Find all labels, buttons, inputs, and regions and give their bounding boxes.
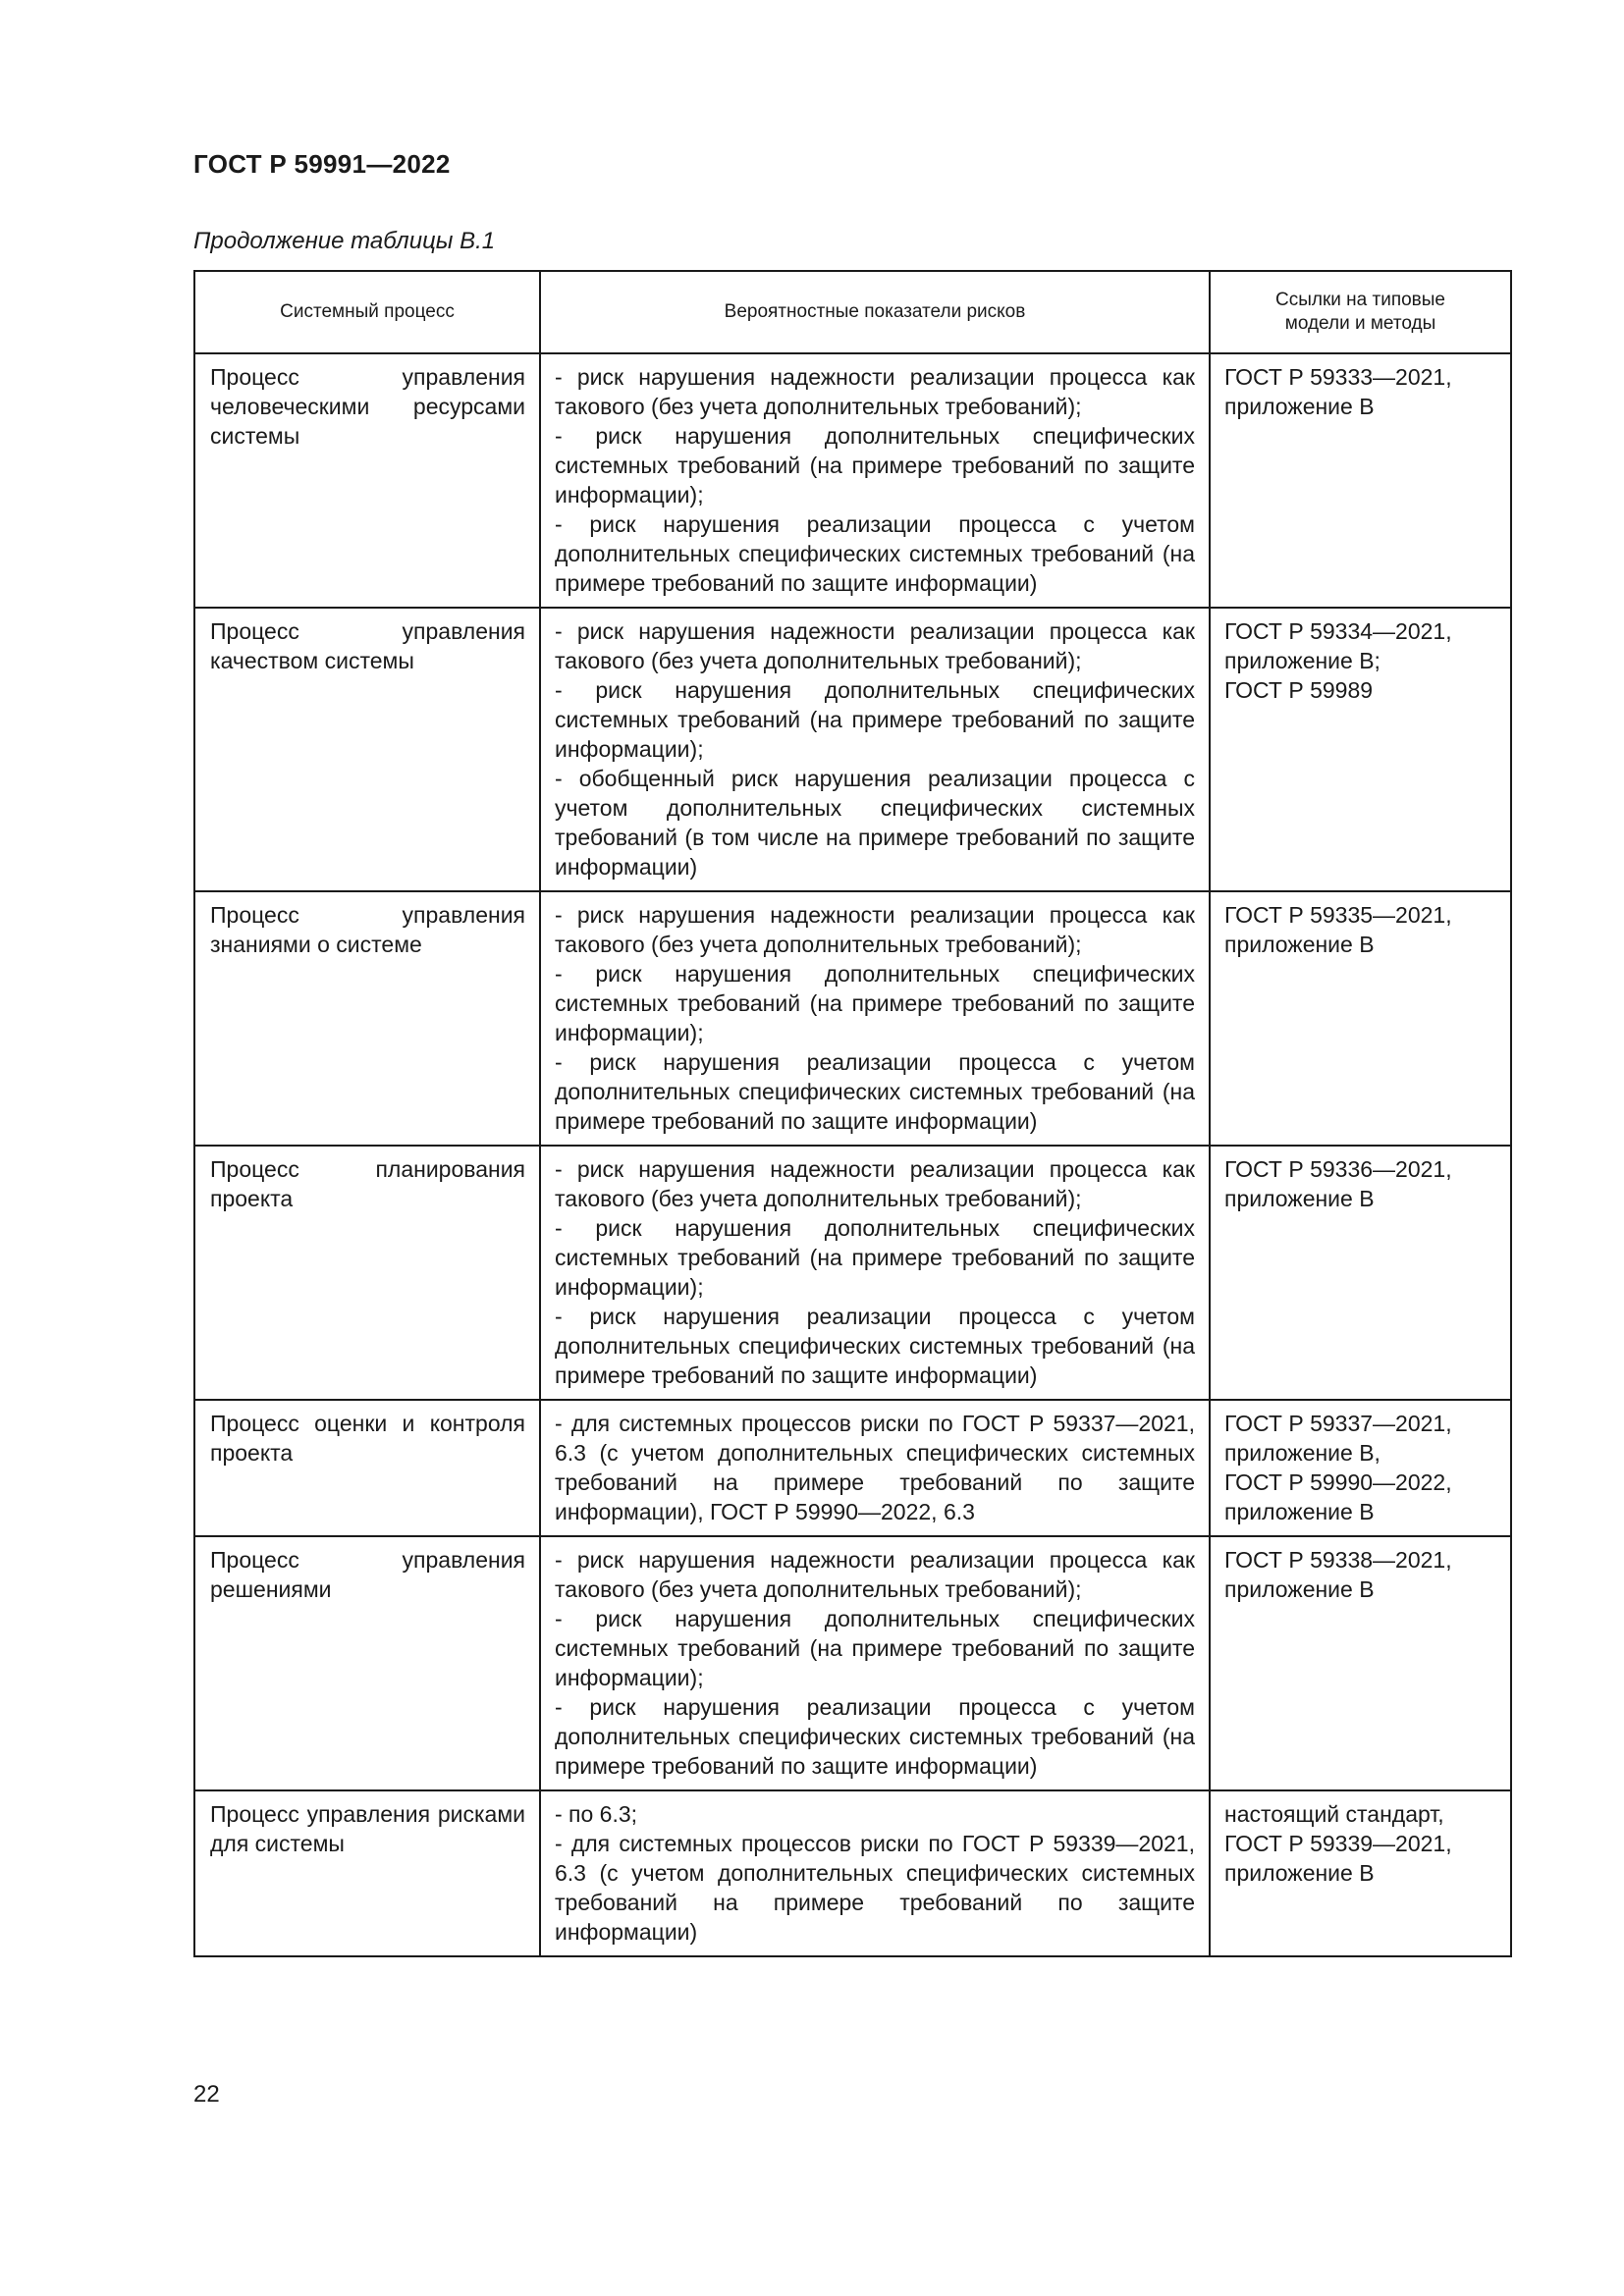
table-row [194, 1790, 1511, 1956]
risks-cell: - по 6.3; - для системных процессов риски по ГОСТ Р 59339—2021, 6.3 (с учетом дополнительных специфических системных требований на примере требований по защите информации) [540, 1790, 1210, 1956]
table-row [194, 1400, 1511, 1536]
references-cell: настоящий стандарт, ГОСТ Р 59339—2021, приложение В [1210, 1790, 1511, 1956]
table-row [194, 353, 1511, 608]
column-header-risks: Вероятностные показатели рисков [540, 271, 1210, 353]
references-cell: ГОСТ Р 59336—2021, приложение В [1210, 1146, 1511, 1400]
references-cell: ГОСТ Р 59338—2021, приложение В [1210, 1536, 1511, 1790]
process-cell: Процесс управления рисками для системы [194, 1790, 540, 1956]
column-header-process: Системный процесс [194, 271, 540, 353]
risks-cell: - для системных процессов риски по ГОСТ Р 59337—2021, 6.3 (с учетом дополнительных специфических системных требований на примере требований по защите информации), ГОСТ Р 59990—2022, 6.3 [540, 1400, 1210, 1536]
process-cell: Процесс управления качеством системы [194, 608, 540, 891]
risk-table [193, 270, 1512, 1957]
references-cell: ГОСТ Р 59334—2021, приложение В; ГОСТ Р 59989 [1210, 608, 1511, 891]
table-row [194, 608, 1511, 891]
risks-cell: - риск нарушения надежности реализации процесса как такового (без учета дополнительных требований); - риск нарушения дополнительных специфических системных требований (на примере требований по защите информации); - риск нарушения реализации процесса с учетом дополнительных специфических системных требований (на примере требований по защите информации) [540, 1146, 1210, 1400]
table-row [194, 891, 1511, 1146]
process-cell: Процесс управления решениями [194, 1536, 540, 1790]
column-header-references: Ссылки на типовые модели и методы [1210, 271, 1511, 353]
table-row [194, 1536, 1511, 1790]
risks-cell: - риск нарушения надежности реализации процесса как такового (без учета дополнительных требований); - риск нарушения дополнительных специфических системных требований (на примере требований по защите информации); - риск нарушения реализации процесса с учетом дополнительных специфических системных требований (на примере требований по защите информации) [540, 353, 1210, 608]
risks-cell: - риск нарушения надежности реализации процесса как такового (без учета дополнительных требований); - риск нарушения дополнительных специфических системных требований (на примере требований по защите информации); - риск нарушения реализации процесса с учетом дополнительных специфических системных требований (на примере требований по защите информации) [540, 1536, 1210, 1790]
risks-cell: - риск нарушения надежности реализации процесса как такового (без учета дополнительных требований); - риск нарушения дополнительных специфических системных требований (на примере требований по защите информации); - обобщенный риск нарушения реализации процесса с учетом дополнительных специфических системных требований (в том числе на примере требований по защите информации) [540, 608, 1210, 891]
references-cell: ГОСТ Р 59335—2021, приложение В [1210, 891, 1511, 1146]
table-caption: Продолжение таблицы В.1 [193, 228, 496, 254]
process-cell: Процесс управления человеческими ресурсами системы [194, 353, 540, 608]
document-code: ГОСТ Р 59991—2022 [193, 149, 451, 179]
risks-cell: - риск нарушения надежности реализации процесса как такового (без учета дополнительных требований); - риск нарушения дополнительных специфических системных требований (на примере требований по защите информации); - риск нарушения реализации процесса с учетом дополнительных специфических системных требований (на примере требований по защите информации) [540, 891, 1210, 1146]
page-number: 22 [193, 2081, 220, 2108]
process-cell: Процесс оценки и контроля проекта [194, 1400, 540, 1536]
process-cell: Процесс управления знаниями о системе [194, 891, 540, 1146]
table-header-row [194, 271, 1511, 353]
process-cell: Процесс планирования проекта [194, 1146, 540, 1400]
references-cell: ГОСТ Р 59333—2021, приложение В [1210, 353, 1511, 608]
table-row [194, 1146, 1511, 1400]
references-cell: ГОСТ Р 59337—2021, приложение В, ГОСТ Р 59990—2022, приложение В [1210, 1400, 1511, 1536]
